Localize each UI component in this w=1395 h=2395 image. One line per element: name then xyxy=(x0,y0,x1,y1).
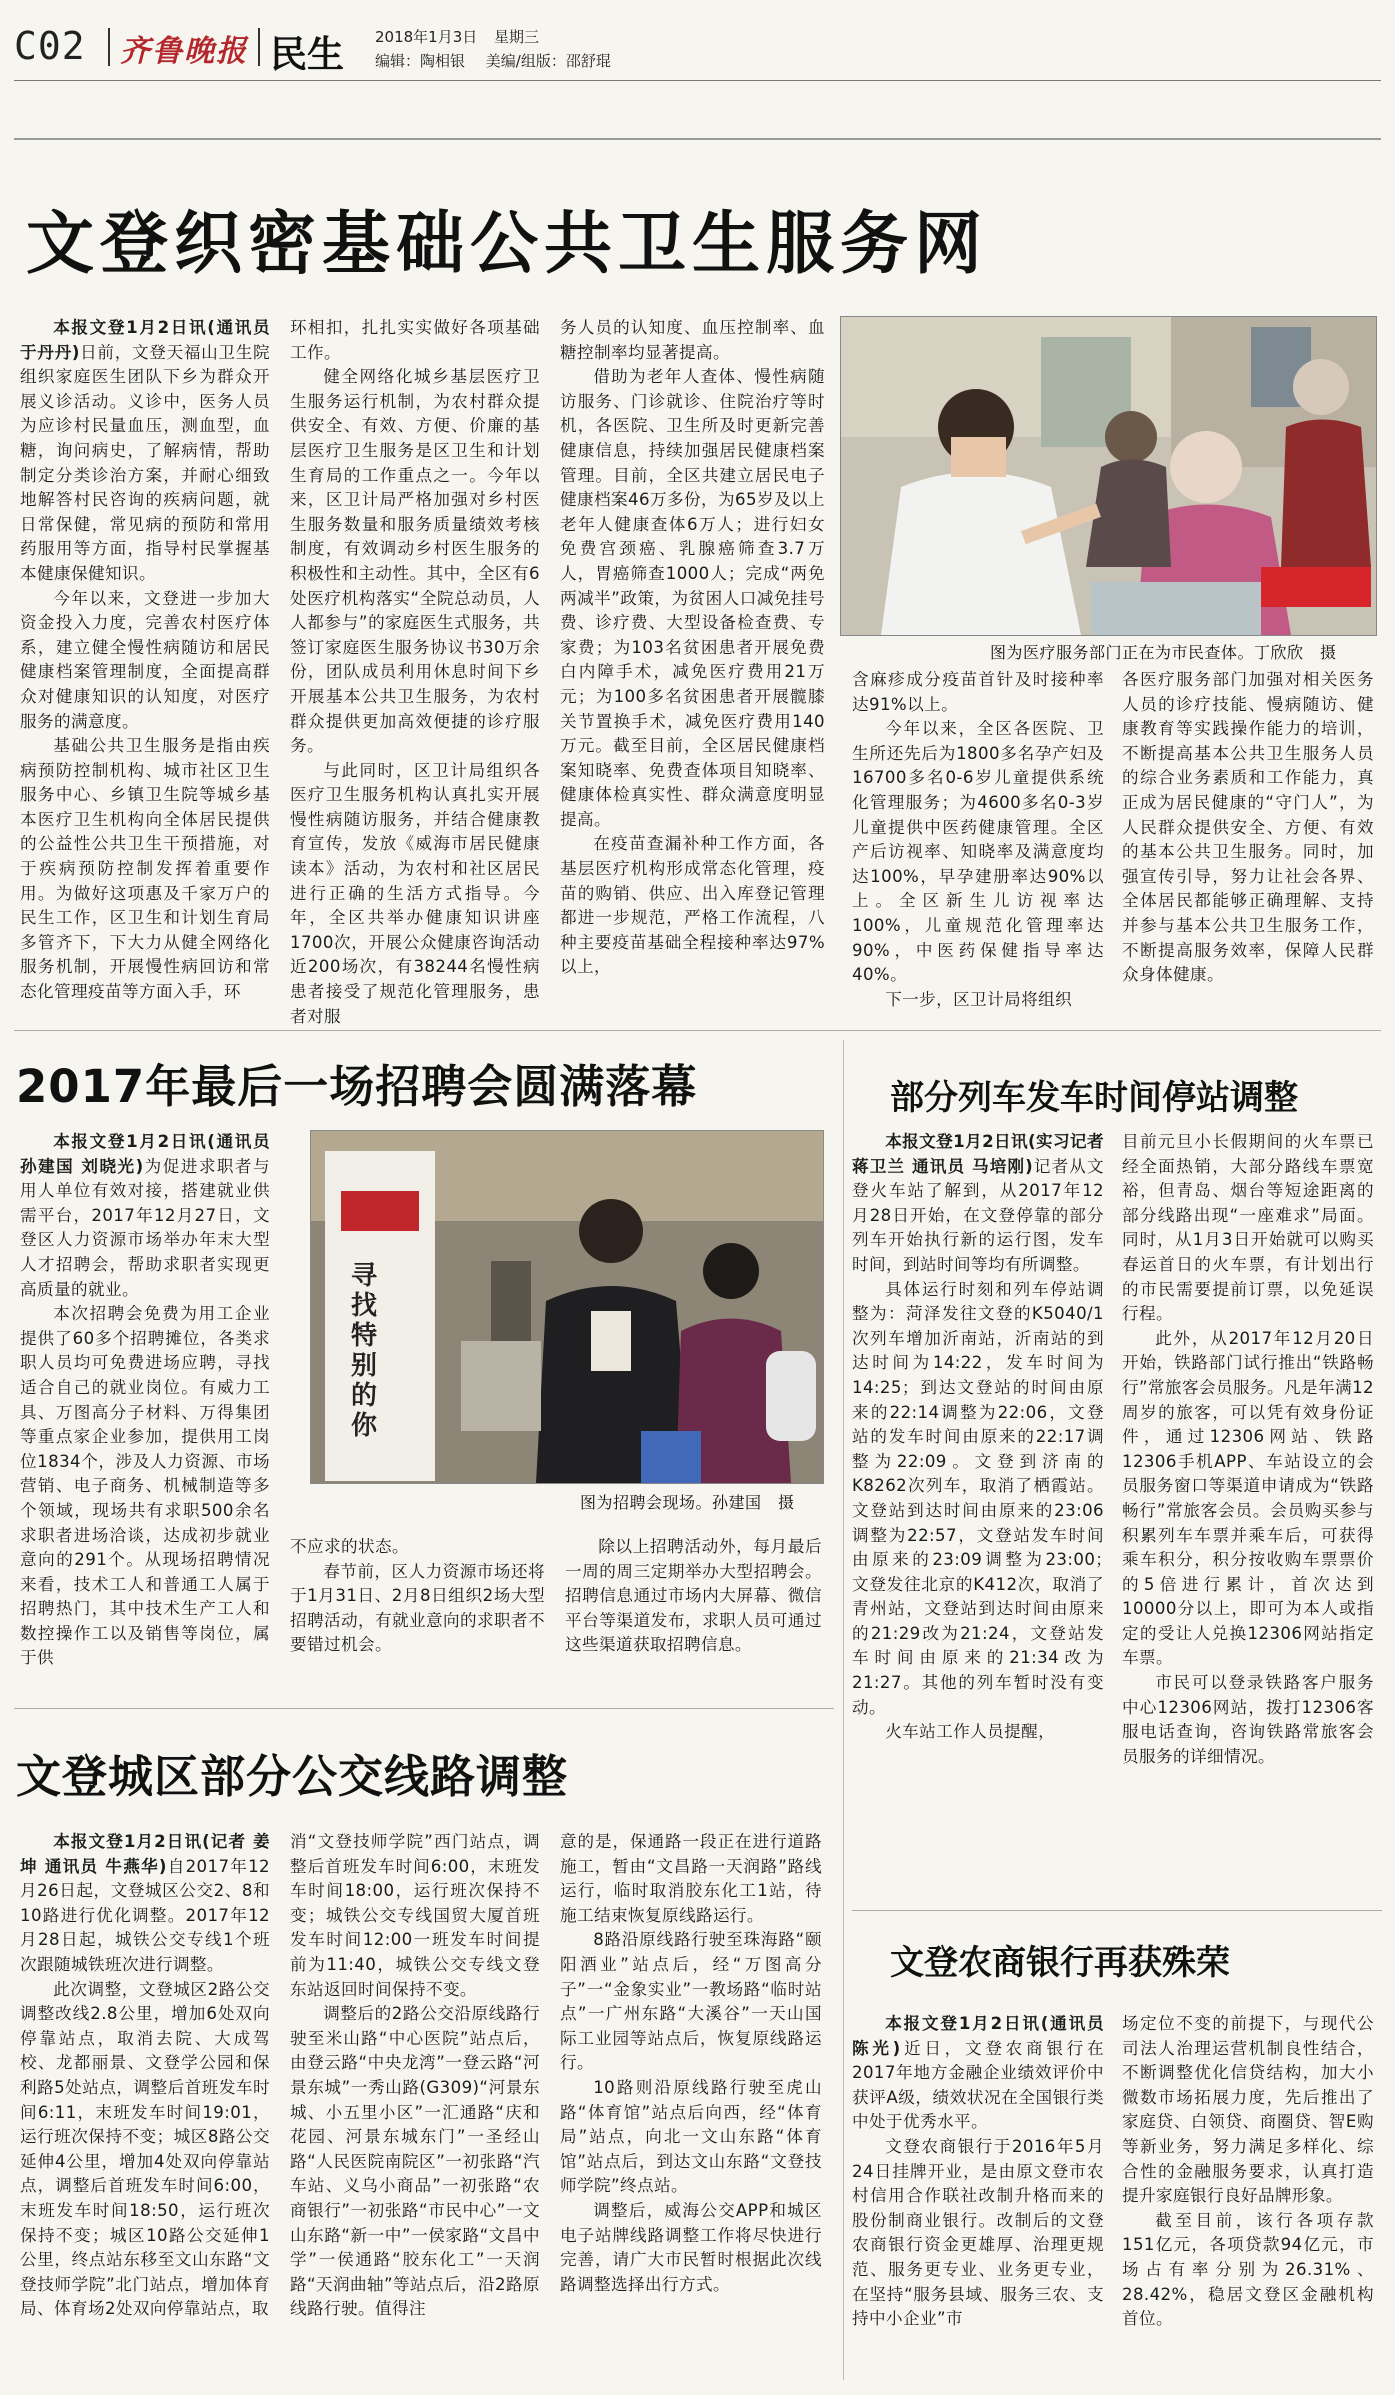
article3-paragraph: 市民可以登录铁路客户服务中心12306网站，拨打12306客服电话查询，咨询铁路常旅客会员服务的详细情况。 xyxy=(1122,1673,1374,1766)
weekday: 星期三 xyxy=(494,28,540,46)
job-fair-photo-caption: 图为招聘会现场。孙建国 摄 xyxy=(580,1493,795,1512)
article4-paragraph: 消“文登技师学院”西门站点，调整后首班发车时间6:00，末班发车时间18:00，运行班次保持不变；城铁公交专线国贸大厦首班发车时间12:00一班发车时间提前为11:40，城铁公交专线文登东站返回时间保持不变。 xyxy=(290,1832,540,1999)
article1-column-3 xyxy=(560,316,825,1016)
article2-paragraph: 除以上招聘活动外，每月最后一周的周三定期举办大型招聘会。招聘信息通过市场内大屏幕、微信平台等渠道发布，求职人员可通过这些渠道获取招聘信息。 xyxy=(565,1537,822,1655)
article5-paragraph: 截至目前，该行各项存款151亿元，各项贷款94亿元，市场占有率分别为26.31%、28.42%，稳居文登区金融机构首位。 xyxy=(1122,2210,1374,2329)
article1-paragraph: 今年以来，全区各医院、卫生所还先后为1800多名孕产妇及16700多名0-6岁儿童提供系统化管理服务；为4600多名0-3岁儿童提供中医药健康管理。全区产后访视率、知晓率及满意度均达100%，早孕建册率达90%以上。全区新生儿访视率达100%，儿童规范化管理率达90%，中医药保健指导率达40%。 xyxy=(852,719,1104,985)
column-divider xyxy=(843,1040,844,2380)
article4-column-1 xyxy=(20,1830,270,2390)
article5-paragraph: 场定位不变的前提下，与现代公司法人治理运营机制良性结合，不断调整优化信贷结构，加大小微数市场拓展力度，先后推出了家庭贷、白领贷、商圈贷、智E购等新业务，努力满足多样化、综合性的金融服务要求，认真打造提升家庭银行良好品牌形象。 xyxy=(1122,2014,1374,2206)
article1-column-5 xyxy=(1122,668,1374,1018)
article1-paragraph: 今年以来，文登进一步加大资金投入力度，完善农村医疗体系，建立健全慢性病随访和居民健康档案管理制度，全面提高群众对健康知识的认知度，对医疗服务的满意度。 xyxy=(20,588,270,731)
article1-paragraph: 日前，文登天福山卫生院组织家庭医生团队下乡为群众开展义诊活动。义诊中，医务人员为应诊村民量血压，测血型，血糖，询问病史，了解病情，帮助制定分类诊治方案，并耐心细致地解答村民咨询的疾病问题，就日常保健，常见病的预防和常用药服用等方面，指导村民掌握基本健康保健知识。 xyxy=(20,342,270,583)
article3-paragraph: 火车站工作人员提醒， xyxy=(885,1722,1056,1742)
article4-column-2 xyxy=(290,1830,540,2390)
article2-byline: 本报文登1月2日讯(通讯员 孙建国 刘晓光) xyxy=(20,1132,270,1176)
article1-paragraph: 含麻疹成分疫苗首针及时接种率达91%以上。 xyxy=(852,670,1104,714)
article1-column-1 xyxy=(20,316,270,1016)
article3-column-1 xyxy=(852,1130,1121,1910)
section-divider xyxy=(852,1910,1382,1911)
article4-paragraph: 此次调整，文登城区2路公交调整改线2.8公里，增加6处双向停靠站点，取消去院、大成驾校、龙都丽景、文登学公园和保利路5处站点，调整后首班发车时间6:11，末班发车时间19:01，运行班次保持不变；城区8路公交延伸4公里，增加4处双向停靠站点，调整后首班发车时间6:00，末班发车时间18:50，运行班次保持不变；城区10路公交延伸1公里，终点站东移至文山东路“文登技师学院”北门站点，增加体育局、体育场2处双向停靠站点，取 xyxy=(20,1979,270,2319)
article3-column-2 xyxy=(1122,1130,1374,1910)
booth-sign-text: 寻找特别的你 xyxy=(351,1261,378,1441)
article2-title: 2017年最后一场招聘会圆满落幕 xyxy=(16,1060,698,1113)
article4-paragraph: 调整后的2路公交沿原线路行驶至米山路“中心医院”站点后，由登云路“中央龙湾”一登云路“河景东城”一秀山路(G309)“河景东城、小五里小区”一汇通路“庆和花园、河景东城东门”一圣经山路“人民医院南院区”一初张路“汽车站、义乌小商品”一初张路“农商银行”一初张路“市民中心”一文山东路“新一中”一侯家路“文昌中学”一侯通路“胶东化工”一天润路“天润曲轴”等站点后，沿2路原线路行驶。值得注 xyxy=(290,2004,540,2319)
article1-column-2 xyxy=(290,316,540,1026)
section-divider xyxy=(14,1030,1381,1031)
article2-paragraph: 不应求的状态。 xyxy=(290,1537,409,1556)
article1-paragraph: 与此同时，区卫计局组织各医疗卫生服务机构认真扎实开展慢性病随访服务，并结合健康教育宣传，发放《威海市居民健康读本》活动，为农村和社区居民进行正确的生活方式指导。今年，全区共举办健康知识讲座1700次，开展公众健康咨询活动近200场次，有38244名慢性病患者接受了规范化管理服务，患者对服 xyxy=(290,760,540,1026)
page-number: C02 xyxy=(14,24,86,68)
masthead-divider xyxy=(258,28,260,66)
article1-paragraph: 务人员的认知度、血压控制率、血糖控制率均显著提高。 xyxy=(560,318,825,362)
section-name: 民生 xyxy=(270,33,344,76)
issue-date xyxy=(375,26,539,47)
date: 2018年1月3日 xyxy=(375,28,478,46)
article4-paragraph: 意的是，保通路一段正在进行道路施工，暂由“文昌路一天润路”路线运行，临时取消胶东化工1站，待施工结束恢复原线路运行。 xyxy=(560,1832,822,1925)
article1-paragraph: 基础公共卫生服务是指由疾病预防控制机构、城市社区卫生服务中心、乡镇卫生院等城乡基本医疗卫生机构向全体居民提供的公益性公共卫生干预措施，对于疾病预防控制发挥着重要作用。为做好这项惠及千家万户的民生工作，区卫生和计划生育局多管齐下，下大力从健全网络化服务机制，开展慢性病回访和常态化管理疫苗等方面入手，环 xyxy=(20,736,270,1002)
article5-paragraph: 近日，文登农商银行在2017年地方金融企业绩效评价中获评A级，绩效状况在全国银行类中处于优秀水平。 xyxy=(852,2038,1104,2132)
editor-credits xyxy=(375,50,611,71)
article3-title: 部分列车发车时间停站调整 xyxy=(890,1078,1298,1118)
article2-column-1 xyxy=(20,1130,270,1700)
article1-column-4 xyxy=(852,668,1104,1018)
article5-column-1 xyxy=(852,2012,1104,2382)
article2-column-2 xyxy=(290,1535,545,1695)
article1-paragraph: 借助为老年人查体、慢性病随访服务、门诊就诊、住院治疗等时机，各医院、卫生所及时更新完善健康信息，持续加强居民健康档案管理。目前，全区共建立居民电子健康档案46万多份，为65岁及以上老年人健康查体6万人；进行妇女免费宫颈癌、乳腺癌筛查3.7万人，胃癌筛查1000人；完成“两免两减半”政策，为贫困人口减免挂号费、诊疗费、大型设备检查费、专家费；为103名贫困患者开展免费白内障手术，减免医疗费用21万元；为100多名贫困患者开展髋膝关节置换手术，减免医疗费用140万元。截至目前，全区居民健康档案知晓率、免费查体项目知晓率、健康体检真实性、群众满意度明显提高。 xyxy=(560,367,825,829)
article2-column-3 xyxy=(565,1535,822,1695)
article1-paragraph: 各医疗服务部门加强对相关医务人员的诊疗技能、慢病随访、健康教育等实践操作能力的培训，不断提高基本公共卫生服务人员的综合业务素质和工作能力，真正成为居民健康的“守门人”，为人民群众提供安全、方便、有效的基本公共卫生服务。同时，加强宣传引导，努力让社会各界、全体居民都能够正确理解、支持并参与基本公共卫生服务工作，不断提高服务效率，保障人民群众身体健康。 xyxy=(1122,670,1374,985)
article3-paragraph: 此外，从2017年12月20日开始，铁路部门试行推出“铁路畅行”常旅客会员服务。凡是年满12周岁的旅客，可以凭有效身份证件，通过12306网站、铁路12306手机APP、车站设立的会员服务窗口等渠道申请成为“铁路畅行”常旅客会员。会员购买参与积累列车车票并乘车后，可获得乘车积分，积分按收购车票票价的5倍进行累计，首次达到10000分以上，即可为本人或指定的受让人兑换12306网站指定车票。 xyxy=(1122,1328,1374,1668)
article3-byline: 本报文登1月2日讯(实习记者 蒋卫兰 通讯员 马培刚) xyxy=(852,1132,1104,1176)
article1-paragraph: 下一步，区卫计局将组织 xyxy=(885,989,1073,1009)
medical-photo-caption: 图为医疗服务部门正在为市民查体。丁欣欣 摄 xyxy=(990,643,1337,662)
article4-paragraph: 8路沿原线路行驶至珠海路“颐阳酒业”站点后，经“万图高分子”一“金象实业”一教场路“临时站点”一广州东路“大溪谷”一天山国际工业园等站点后，恢复原线路运行。 xyxy=(560,1930,822,2073)
article1-paragraph: 环相扣，扎扎实实做好各项基础工作。 xyxy=(290,318,540,362)
article1-paragraph: 在疫苗查漏补种工作方面，各基层医疗机构形成常态化管理，疫苗的购销、供应、出入库登记管理都进一步规范，严格工作流程，八种主要疫苗基础全程接种率达97%以上， xyxy=(560,834,825,977)
article5-column-2 xyxy=(1122,2012,1374,2382)
article3-paragraph: 记者从文登火车站了解到，从2017年12月28日开始，在文登停靠的部分列车开始执行新的运行图，发车时间，到站时间等均有所调整。 xyxy=(852,1156,1104,1274)
article4-paragraph: 调整后，威海公交APP和城区电子站牌线路调整工作将尽快进行完善，请广大市民暂时根据此次线路调整选择出行方式。 xyxy=(560,2200,822,2294)
design-credit: 美编/组版：邵舒琨 xyxy=(485,52,611,70)
masthead-divider xyxy=(108,28,110,66)
job-fair-photo xyxy=(310,1130,824,1484)
article4-paragraph: 10路则沿原线路行驶至虎山路“体育馆”站点后向西，经“体育局”站点，向北一文山东路“体育馆”站点后，到达文山东路“文登技师学院”终点站。 xyxy=(560,2077,822,2196)
article5-byline: 本报文登1月2日讯(通讯员 陈光) xyxy=(852,2014,1104,2058)
editor: 编辑：陶相银 xyxy=(375,52,466,70)
article2-paragraph: 春节前，区人力资源市场还将于1月31日、2月8日组织2场大型招聘活动，有就业意向的求职者不要错过机会。 xyxy=(290,1561,545,1655)
article3-paragraph: 目前元旦小长假期间的火车票已经全面热销，大部分路线车票宽裕，但青岛、烟台等短途距离的部分线路出现“一座难求”局面。同时，从1月3日开始就可以购买春运首日的火车票，有计划出行的市民需要提前订票，以免延误行程。 xyxy=(1122,1132,1374,1324)
article1-title: 文登织密基础公共卫生服务网 xyxy=(26,205,989,284)
section-divider xyxy=(14,1708,834,1709)
article2-paragraph: 为促进求职者与用人单位有效对接，搭建就业供需平台，2017年12月27日，文登区人力资源市场举办年末大型人才招聘会，帮助求职者实现更高质量的就业。 xyxy=(20,1156,270,1299)
newspaper-logo: 齐鲁晚报 xyxy=(120,34,248,69)
article4-column-3 xyxy=(560,1830,822,2390)
article1-byline: 本报文登1月2日讯(通讯员 于丹丹) xyxy=(20,318,270,362)
article1-paragraph: 健全网络化城乡基层医疗卫生服务运行机制，为农村群众提供安全、有效、方便、价廉的基层医疗卫生服务是区卫生和计划生育局的工作重点之一。今年以来，区卫计局严格加强对乡村医生服务数量和服务质量绩效考核制度，有效调动乡村医生服务的积极性和主动性。其中，全区有6处医疗机构落实“全院总动员，人人都参与”的家庭医生式服务，共签订家庭医生服务协议书30万余份，团队成员利用休息时间下乡开展基本公共卫生服务，为农村群众提供更加高效便捷的诊疗服务。 xyxy=(290,367,540,756)
medical-checkup-photo xyxy=(840,316,1377,636)
article4-title: 文登城区部分公交线路调整 xyxy=(16,1750,569,1803)
article5-title: 文登农商银行再获殊荣 xyxy=(890,1943,1230,1983)
article2-paragraph: 本次招聘会免费为用工企业提供了60多个招聘摊位，各类求职人员均可免费进场应聘，寻找适合自己的就业岗位。有威力工具、万图高分子材料、万得集团等重点家企业参加，提供用工岗位1834个，涉及人力资源、市场营销、电子商务、机械制造等多个领域，现场共有求职500余名求职者进场洽谈，达成初步就业意向的291个。从现场招聘情况来看，技术工人和普通工人属于招聘热门，其中技术生产工人和数控操作工以及销售等岗位，属于供 xyxy=(20,1304,270,1668)
article3-paragraph: 具体运行时刻和列车停站调整为：菏泽发往文登的K5040/1次列车增加沂南站，沂南站的到达时间为14:22，发车时间为14:25；到达文登站的时间由原来的22:14调整为22:06，文登站的发车时间由原来的22:17调整为22:09。文登到济南的K8262次列车，取消了栖霞站。文登站到达时间由原来的23:06调整为22:57，文登站发车时间由原来的23:09调整为23:00； 文登发往北京的K412次，取消了青州站，文登站到达时间由原来的21:29改为21:24，文登站发车时间由原来的21:34改为21:27。其他的列车暂时没有变动。 xyxy=(852,1279,1121,1717)
medical-checkup-illustration xyxy=(841,317,1376,635)
article5-paragraph: 文登农商银行于2016年5月24日挂牌开业，是由原文登市农村信用合作联社改制升格而来的股份制商业银行。改制后的文登农商银行资金更雄厚、治理更规范、服务更专业、业务更专业，在坚持“服务县域、服务三农、支持中小企业”市 xyxy=(852,2136,1104,2329)
header-rule-thick xyxy=(14,138,1381,140)
header-rule xyxy=(14,80,1381,81)
article4-byline: 本报文登1月2日讯(记者 姜坤 通讯员 牛燕华) xyxy=(20,1832,270,1876)
article4-paragraph: 自2017年12月26日起，文登城区公交2、8和10路进行优化调整。2017年12月28日起，城铁公交专线1个班次跟随城铁班次进行调整。 xyxy=(20,1856,270,1974)
